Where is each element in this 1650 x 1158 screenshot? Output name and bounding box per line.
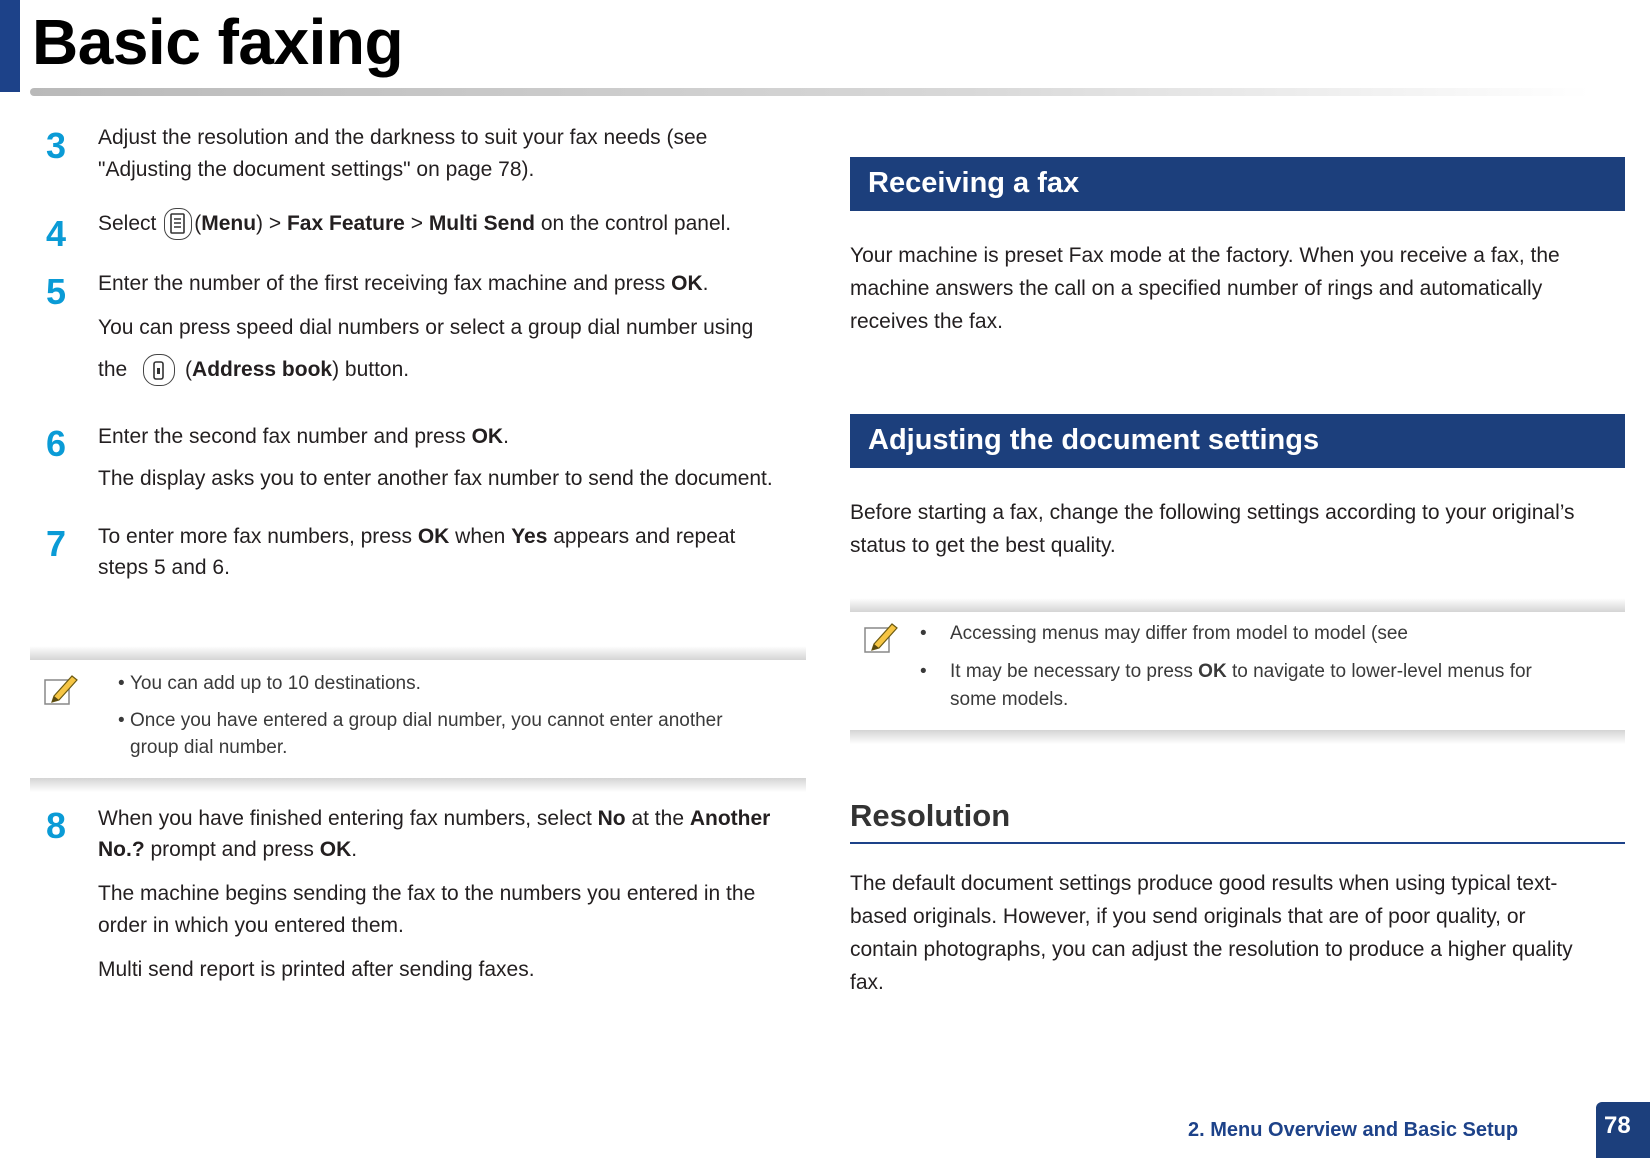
step-7-pre: To enter more fax numbers, press: [98, 525, 418, 548]
step-4-pre: Select: [98, 212, 157, 235]
step-4-fax-feature: Fax Feature: [286, 212, 405, 235]
resolution-heading: Resolution: [850, 798, 1011, 833]
step-5-ok: OK: [671, 272, 703, 295]
step-3-line-1: Adjust the resolution and the darkness to suit your fax needs (see: [98, 126, 708, 149]
section-heading-adjusting: Adjusting the document settings: [868, 424, 1320, 456]
step-4-multi-send: Multi Send: [428, 212, 535, 235]
step-4-open: (: [194, 212, 202, 235]
note-bottom-rule: [30, 778, 806, 792]
step-5-line-1: [98, 268, 798, 300]
step-4-menu: Menu: [201, 212, 257, 235]
footer-chapter-link[interactable]: 2. Menu Overview and Basic Setup: [1188, 1119, 1519, 1141]
note-right-item-1: Accessing menus may differ from model to model (see: [950, 623, 1408, 644]
step-8-another-2: No.?: [98, 838, 145, 861]
step-8-end: .: [351, 838, 358, 861]
right-column: [850, 0, 1625, 1158]
step-5-text: [98, 268, 798, 300]
step-6-line-1-pre: Enter the second fax number and press: [98, 425, 472, 448]
receiving-line-1: Your machine is preset Fax mode at the factory. When you receive a fax, the: [850, 244, 1560, 267]
resolution-line-4: fax.: [850, 971, 884, 994]
step-5-line-1-post: .: [702, 272, 709, 295]
step-7-yes: Yes: [511, 525, 548, 548]
note-right-item-2-ok: OK: [1198, 661, 1227, 682]
pencil-note-icon: [42, 672, 80, 710]
step-8-mid-2: prompt and press: [144, 838, 320, 861]
page-number-badge: [1596, 1102, 1650, 1158]
note-right-bottom-rule: [850, 730, 1625, 744]
step-number-3: 3: [46, 125, 67, 166]
step-5-address-book: Address book: [192, 358, 333, 381]
step-8-line-1: [98, 803, 818, 835]
note-box-right: [850, 598, 1625, 746]
note-right-bullet-1: •: [920, 623, 927, 644]
note-right-bullet-2: •: [920, 661, 927, 682]
section-bar-receiving-fax: [850, 157, 1625, 211]
note-top-rule: [30, 646, 806, 660]
note-item-1: You can add up to 10 destinations.: [130, 673, 421, 694]
section-heading-receiving-fax: Receiving a fax: [868, 167, 1080, 199]
step-3-text: [98, 122, 798, 186]
resolution-line-3: contain photographs, you can adjust the resolution to produce a higher quality: [850, 938, 1573, 961]
step-7-post: appears and repeat: [547, 525, 736, 548]
step-7-line-1: [98, 521, 808, 553]
note-right-item-2-line-2: some models.: [950, 689, 1069, 710]
step-5-line-3: [98, 354, 798, 386]
step-5-line-3-pre: the: [98, 358, 128, 381]
left-column: [0, 0, 820, 1158]
note-right-top-rule: [850, 598, 1625, 612]
step-8-pre: When you have finished entering fax numbers, select: [98, 807, 598, 830]
pencil-note-icon-right: [862, 620, 900, 658]
menu-icon: [164, 208, 192, 240]
step-3-line-2: "Adjusting the document settings" on page 78).: [98, 158, 535, 181]
step-6-ok: OK: [471, 425, 504, 448]
step-4-sep2: >: [404, 212, 429, 235]
resolution-line-1: The default document settings produce good results when using typical text-: [850, 872, 1558, 895]
resolution-line-2: based originals. However, if you send originals that are of poor quality, or: [850, 905, 1526, 928]
step-number-4: 4: [46, 213, 67, 254]
step-8-another: Another: [689, 807, 771, 830]
step-number-6: 6: [46, 423, 67, 464]
section-bar-adjusting: [850, 414, 1625, 468]
note-bullet-2: •: [118, 710, 125, 731]
step-5-line-3-open: (: [185, 358, 193, 381]
receiving-line-2: machine answers the call on a specified number of rings and automatically: [850, 277, 1543, 300]
step-5-line-2: You can press speed dial numbers or select a group dial number using: [98, 316, 754, 339]
step-4-text: [98, 208, 798, 240]
note-box-left: [30, 646, 806, 794]
step-8-line-2: [98, 834, 808, 866]
step-8-line-3: The machine begins sending the fax to the numbers you entered in the: [98, 882, 756, 905]
step-7-mid: when: [449, 525, 512, 548]
step-6-line-1: [98, 421, 808, 453]
step-8-line-5: Multi send report is printed after sending faxes.: [98, 958, 535, 981]
step-4-post: on the control panel.: [534, 212, 732, 235]
step-number-7: 7: [46, 523, 67, 564]
step-5-line-1-pre: Enter the number of the first receiving fax machine and press: [98, 272, 672, 295]
step-8-line-4: order in which you entered them.: [98, 914, 404, 937]
step-5-line-3-post: ) button.: [332, 358, 410, 381]
receiving-line-3: receives the fax.: [850, 310, 1003, 333]
step-7-ok: OK: [417, 525, 450, 548]
page-number: 78: [1604, 1112, 1631, 1139]
note-item-2-line-2: group dial number.: [130, 737, 288, 758]
note-item-2-line-1: Once you have entered a group dial number, you cannot enter another: [130, 710, 723, 731]
step-6-line-1-post: .: [503, 425, 509, 448]
step-8-ok: OK: [319, 838, 352, 861]
step-4-sep1: ) >: [256, 212, 287, 235]
adjusting-line-1: Before starting a fax, change the following settings according to your original’s: [850, 501, 1575, 524]
step-8-no: No: [597, 807, 626, 830]
step-6-line-2: The display asks you to enter another fax number to send the document.: [98, 467, 773, 490]
step-7-line-2: steps 5 and 6.: [98, 556, 230, 579]
step-number-5: 5: [46, 271, 67, 312]
page-title: Basic faxing: [32, 6, 404, 78]
note-right-item-2-post: to navigate to lower-level menus for: [1226, 661, 1532, 682]
note-right-item-2-line-1: [950, 658, 1620, 686]
adjusting-line-2: status to get the best quality.: [850, 534, 1116, 557]
step-number-8: 8: [46, 805, 67, 846]
note-right-item-2-pre: It may be necessary to press: [950, 661, 1199, 682]
note-bullet-1: •: [118, 673, 125, 694]
resolution-rule: [850, 842, 1625, 844]
step-8-mid: at the: [625, 807, 690, 830]
address-book-icon: [143, 354, 175, 386]
